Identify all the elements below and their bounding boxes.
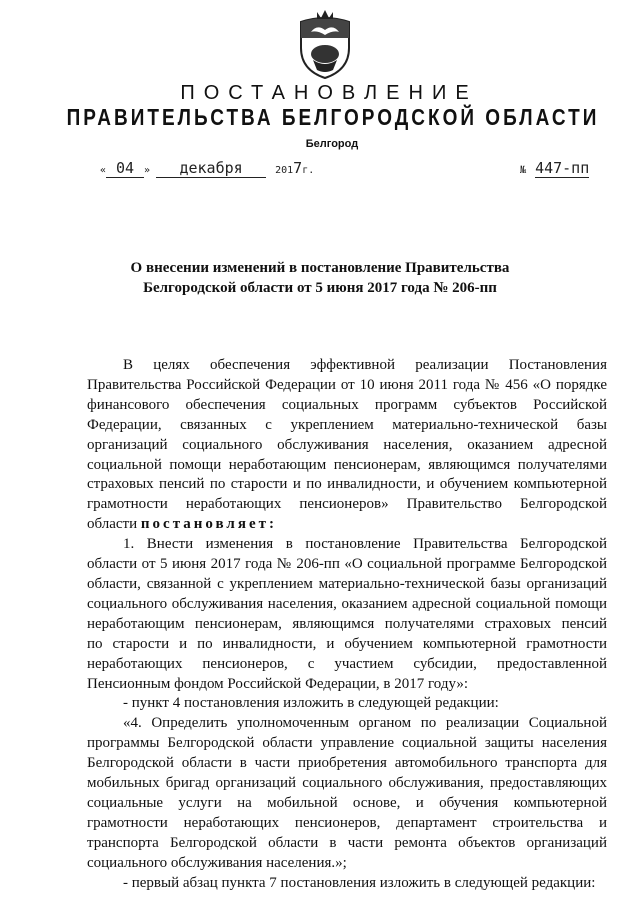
body-line: - пункт 4 постановления изложить в следующей редакции:	[123, 695, 499, 712]
body-line: программы Белгородской области управление социальной защиты населения	[87, 735, 607, 752]
body-line: грамотности неработающих пенсионеров, департамент строительства и	[87, 814, 607, 831]
body-line: по старости и по инвалидности, и обучением компьютерной грамотности	[87, 635, 607, 652]
issuer-heading: ПРАВИТЕЛЬСТВА БЕЛГОРОДСКОЙ ОБЛАСТИ	[66, 105, 600, 131]
date-year-prefix: 201	[275, 165, 294, 176]
title-line-2: Белгородской области от 5 июня 2017 года № 206-пп	[143, 280, 497, 296]
body-line: Правительства Российской Федерации от 10 июня 2011 года № 456 «О порядке	[87, 376, 607, 393]
date-open-quote: «	[100, 165, 107, 176]
body-line: страховых пенсий по старости и по инвалидности, и обучением компьютерной	[87, 476, 607, 493]
city-label: Белгород	[305, 138, 359, 150]
body-line: финансового обеспечения социальных программ субъектов Российской	[87, 396, 607, 413]
date-close-quote: »	[144, 165, 151, 176]
body-line: области от 5 июня 2017 года № 206-пп «О социальной программе Белгородской	[87, 556, 607, 573]
body-line: - первый абзац пункта 7 постановления изложить в следующей редакции:	[123, 874, 596, 891]
body-line: социальной помощи неработающим пенсионерам, являющимся получателями	[87, 456, 607, 473]
body-line: области	[87, 516, 138, 533]
number-prefix: №	[520, 165, 527, 176]
body-line: социальные услуги на мобильной основе, и обучения компьютерной	[87, 794, 607, 811]
body-line: «4. Определить уполномоченным органом по реализации Социальной	[123, 715, 607, 732]
body-line: области, связанной с укреплением материально-технической базы организаций	[87, 575, 607, 592]
body-line: Федерации, связанных с укреплением материально-технической базы	[87, 416, 607, 433]
document-body	[87, 356, 607, 893]
body-line: грамотности неработающих пенсионеров» Правительство Белгородской	[87, 496, 607, 513]
body-line: социального обслуживания населения, оказанием адресной социальной помощи	[87, 595, 607, 612]
date-year-abbr: г.	[302, 165, 315, 176]
body-line-decree	[87, 515, 607, 535]
body-line: В целях обеспечения эффективной реализации Постановления	[123, 357, 607, 373]
date-day: 04	[106, 159, 144, 178]
decree-word: постановляет:	[140, 516, 277, 533]
body-line: Белгородской области в части приобретения автомобильного транспорта для	[87, 755, 607, 772]
number-value: 447-пп	[535, 159, 590, 177]
document-type-heading: ПОСТАНОВЛЕНИЕ	[180, 82, 478, 104]
body-line: 1. Внести изменения в постановление Правительства Белгородской	[123, 536, 607, 553]
body-line: неработающим пенсионерам, являющимся получателями страховых пенсий	[87, 615, 607, 632]
document-title	[110, 258, 530, 298]
document-date	[100, 159, 314, 178]
body-line: социального обслуживания населения.»;	[87, 854, 347, 871]
document-number	[520, 159, 589, 177]
date-year-suffix: 7	[293, 159, 303, 177]
body-line: Пенсионным фондом Российской Федерации, в 2017 году»:	[87, 675, 469, 692]
date-month: декабря	[156, 159, 266, 178]
body-line: транспорта Белгородской области в части ремонта объектов организаций	[87, 834, 607, 851]
coat-of-arms-emblem	[293, 8, 357, 82]
title-line-1: О внесении изменений в постановление Правительства	[130, 260, 510, 276]
body-line: организаций социального обслуживания населения, оказанием адресной	[87, 436, 607, 453]
body-line: неработающих пенсионеров, с участием субсидии, предоставленной	[87, 655, 607, 672]
body-line: мобильных бригад организаций социального обслуживания, предоставляющих	[87, 775, 607, 792]
